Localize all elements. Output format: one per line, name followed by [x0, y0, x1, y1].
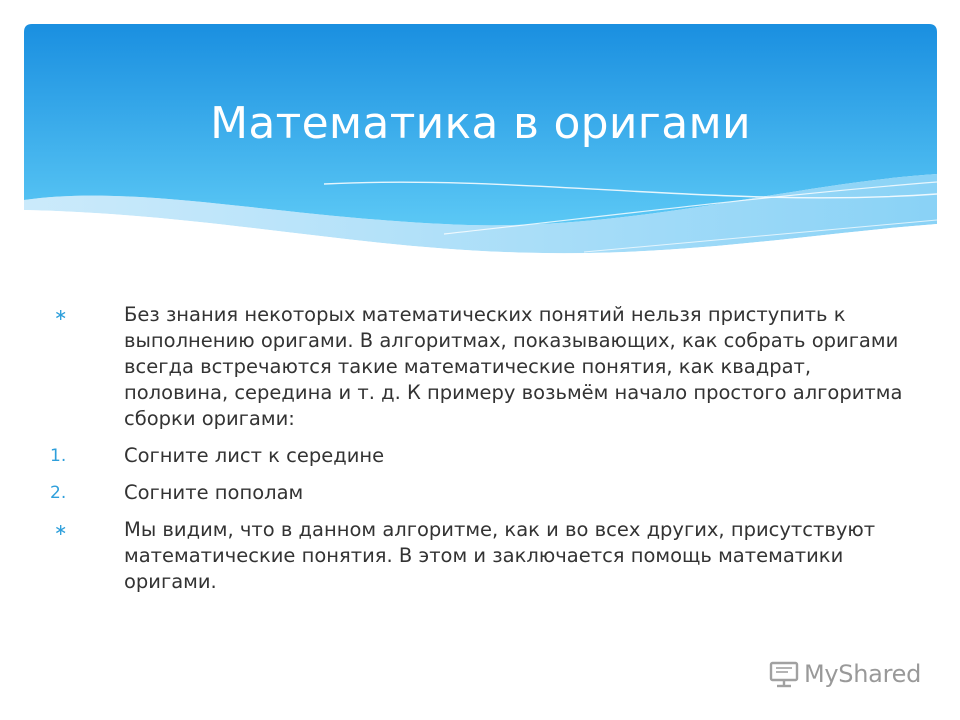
list-item-text: Мы видим, что в данном алгоритме, как и во всех других, присутствуют математические понятия. В этом и заключается помощь математики оригами.	[124, 518, 876, 593]
title-banner	[24, 24, 937, 264]
list-item	[50, 480, 920, 506]
bullet-list	[50, 302, 920, 595]
list-number: 1.	[50, 446, 67, 466]
list-item-text: Согните пополам	[124, 481, 304, 504]
list-item	[50, 302, 920, 432]
list-number: 2.	[50, 483, 67, 503]
presentation-screen-icon	[768, 658, 800, 690]
slide-title: Математика в оригами	[210, 98, 751, 149]
bullet-asterisk-icon: ∗	[54, 520, 68, 539]
list-item	[50, 443, 920, 469]
list-item	[50, 517, 920, 595]
list-item-text: Без знания некоторых математических понятий нельзя приступить к выполнению оригами. В алгоритмах, показывающих, как собрать оригами всегда встречаются такие математические понятия, как квадрат, половина, середина и т. д. К примеру возьмём начало простого алгоритма сборки оригами:	[124, 303, 903, 430]
list-item-text: Согните лист к середине	[124, 444, 385, 467]
logo-text: MyShared	[804, 660, 922, 688]
myshared-logo	[768, 656, 928, 692]
bullet-asterisk-icon: ∗	[54, 305, 68, 324]
